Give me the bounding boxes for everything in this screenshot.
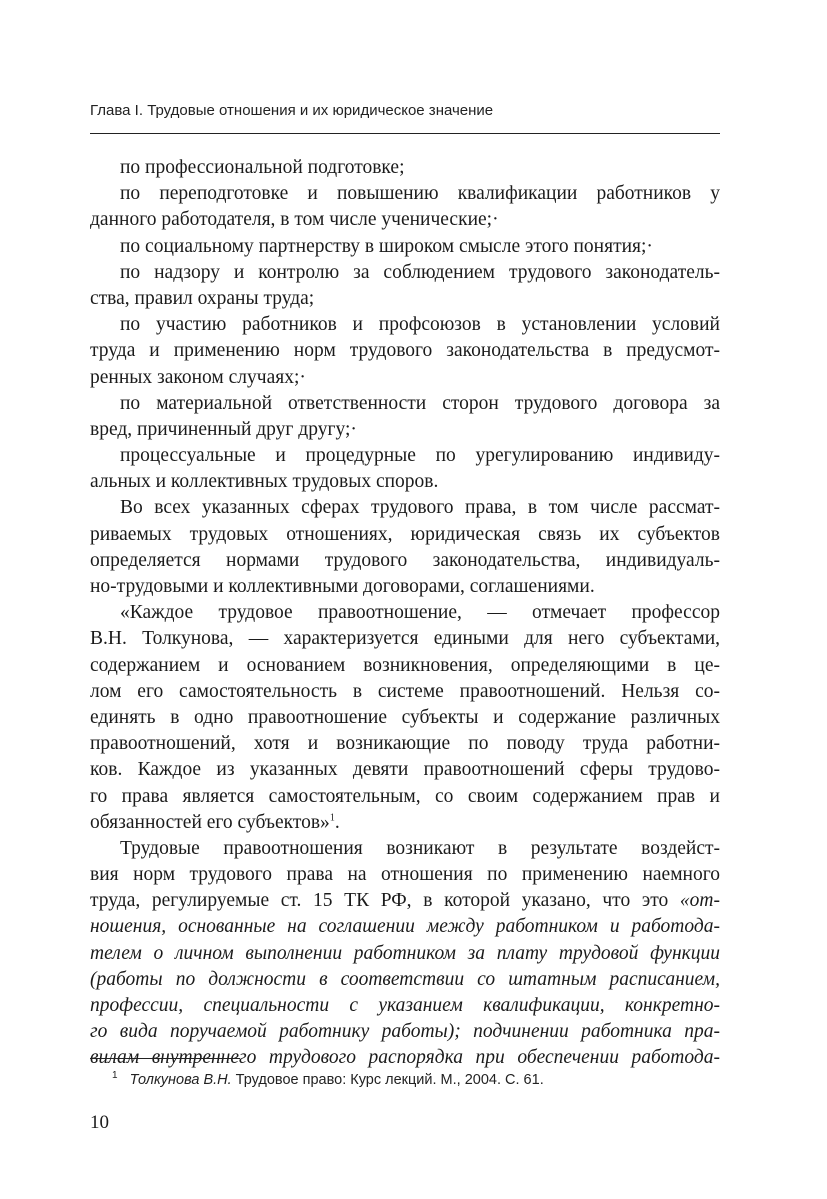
text-line: лом его самостоятельность в системе правоотношений. Нельзя со- [90,680,720,702]
footnote-author: Толкунова В.Н. [129,1072,232,1088]
text-line: по переподготовке и повышению квалификации работников у [120,183,720,205]
footnote-divider [90,1058,240,1059]
text-line: по надзору и контролю за соблюдением трудового законодатель- [120,261,720,283]
text-line: го права является самостоятельным, со своим содержанием прав и [90,785,720,807]
text-line: В.Н. Толкунова, — характеризуется едиными для него субъектами, [90,628,720,650]
text-line: труда и применению норм трудового законодательства в предусмот- [90,340,720,362]
text-line: содержанием и основанием возникновения, определяющими в це- [90,654,720,676]
italic-line: профессии, специальности с указанием квалификации, конкретно- [90,995,720,1016]
italic-line: вилам внутреннего трудового распорядка при обеспечении работода- [90,1047,720,1069]
footnote-reference: 1 [329,812,335,824]
footnote-number: 1 [112,1070,118,1082]
italic-line: (работы по должности в соответствии со штатным расписанием, [90,968,720,990]
text-line: вред, причиненный друг другу;· [90,418,357,440]
text-line: альных и коллективных трудовых споров. [90,471,439,493]
text-line: Во всех указанных сферах трудового права, в том числе рассмат- [120,497,720,519]
text-line: по социальному партнерству в широком смысле этого понятия;· [120,235,653,257]
text-line: Трудовые правоотношения возникают в результате воздейст- [120,837,720,859]
italic-line: го вида поручаемой работнику работы); подчинении работника пра- [90,1021,720,1043]
footnote-text: Трудовое право: Курс лекций. М., 2004. С. 61. [231,1072,544,1088]
footnote [112,1072,712,1088]
text-line: по участию работников и профсоюзов в установлении условий [120,314,720,336]
running-header: Глава I. Трудовые отношения и их юридическое значение [90,102,494,119]
text-line: ренных законом случаях;· [90,366,306,388]
text-fragment: обязанностей его субъектов» [90,811,330,833]
text-line: риваемых трудовых отношениях, юридическая связь их субъектов [90,523,720,545]
text-line: определяется нормами трудового законодательства, индивидуаль- [90,549,720,571]
italic-line: ношения, основанные на соглашении между работником и работода- [90,916,720,938]
page-number: 10 [90,1112,109,1133]
text-line: данного работодателя, в том числе ученические;· [90,209,499,231]
text-line: ства, правил охраны труда; [90,287,315,309]
header-divider [90,133,720,134]
text-line: ков. Каждое из указанных девяти правоотношений сферы трудово- [90,759,720,781]
italic-line: телем о личном выполнении работником за плату трудовой функции [90,942,720,964]
text-line: «Каждое трудовое правоотношение, — отмечает профессор [120,602,720,624]
text-line: по профессиональной подготовке; [120,157,405,178]
italic-fragment: «от- [679,890,720,912]
text-line [90,888,720,914]
text-fragment: труда, регулируемые ст. 15 ТК РФ, в которой указано, что это [90,890,680,912]
text-line: правоотношений, хотя и возникающие по поводу труда работни- [90,733,720,755]
text-line: обязанностей его субъектов»$^1$. [90,811,340,833]
text-line: единять в одно правоотношение субъекты и содержание различных [90,706,720,728]
text-line: вия норм трудового права на отношения по применению наемного [90,864,720,886]
main-text [90,155,720,1072]
text-line: процессуальные и процедурные по урегулированию индивиду- [120,445,720,467]
text-line: по материальной ответственности сторон трудового договора за [120,392,720,414]
text-line: но-трудовыми и коллективными договорами, соглашениями. [90,576,595,597]
